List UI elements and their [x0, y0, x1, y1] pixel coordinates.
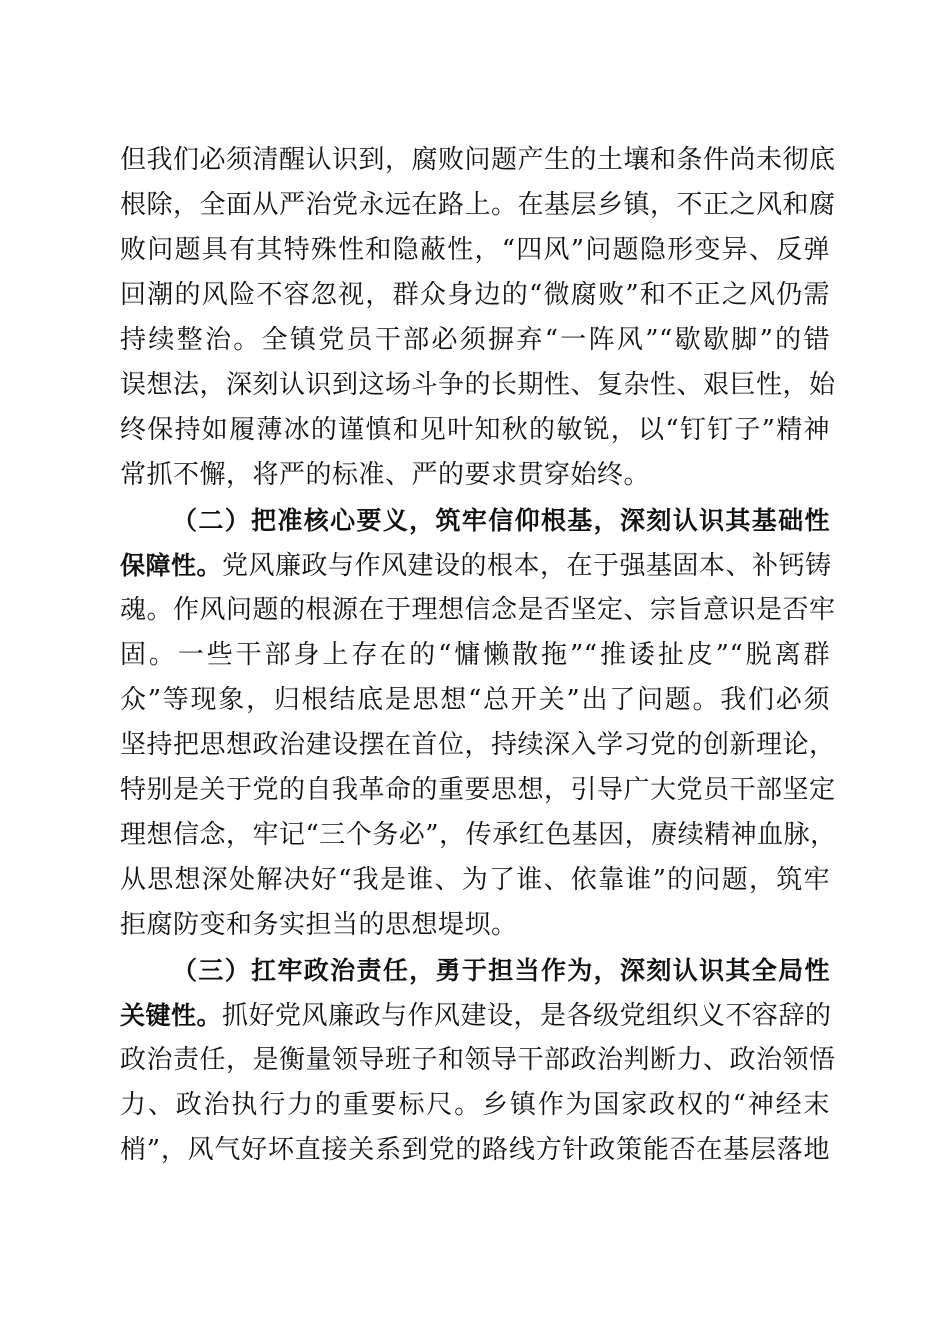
text-line: 力、政治执行力的重要标尺。乡镇作为国家政权的“神经末	[120, 1090, 830, 1120]
section-heading-end: 关键性。	[120, 1001, 223, 1030]
text-line: 但我们必须清醒认识到，腐败问题产生的土壤和条件尚未彻底	[120, 145, 836, 175]
text-line: 魂。作风问题的根源在于理想信念是否坚定、宗旨意识是否牢	[120, 595, 836, 625]
paragraph-1	[120, 138, 836, 498]
text-line	[120, 543, 830, 588]
text-line: 误想法，深刻认识到这场斗争的长期性、复杂性、艰巨性，始	[120, 370, 836, 400]
text-line-rest: 抓好党风廉政与作风建设，是各级党组织义不容辞的	[222, 1001, 832, 1031]
text-line-rest: 党风廉政与作风建设的根本，在于强基固本、补钙铸	[222, 551, 832, 581]
text-line: 回潮的风险不容忽视，群众身边的“微腐败”和不正之风仍需	[120, 280, 830, 310]
text-line: 从思想深处解决好“我是谁、为了谁、依靠谁”的问题，筑牢	[120, 865, 830, 895]
text-line: 终保持如履薄冰的谨慎和见叶知秋的敏锐，以“钉钉子”精神	[120, 415, 830, 445]
text-line: 梢”，风气好坏直接关系到党的路线方针政策能否在基层落地	[120, 1135, 830, 1165]
text-line: 败问题具有其特殊性和隐蔽性，“四风”问题隐形变异、反弹	[120, 235, 830, 265]
text-line: 常抓不懈，将严的标准、严的要求贯穿始终。	[120, 460, 651, 490]
text-line: 拒腐防变和务实担当的思想堤坝。	[120, 910, 518, 940]
section-heading: （二）把准核心要义，筑牢信仰根基，深刻认识其基础性	[172, 506, 830, 535]
text-line	[120, 993, 830, 1038]
text-line: 固。一些干部身上存在的“慵懒散拖”“推诿扯皮”“脱离群	[120, 640, 830, 670]
text-line: 众”等现象，归根结底是思想“总开关”出了问题。我们必须	[120, 685, 830, 715]
paragraph-2	[120, 498, 837, 948]
text-line: 理想信念，牢记“三个务必”，传承红色基因，赓续精神血脉，	[120, 820, 837, 850]
text-line: 特别是关于党的自我革命的重要思想，引导广大党员干部坚定	[120, 775, 836, 805]
paragraph-3	[120, 948, 836, 1173]
document-page	[120, 138, 837, 1173]
section-heading: （三）扛牢政治责任，勇于担当作为，深刻认识其全局性	[172, 956, 830, 985]
text-line: 政治责任，是衡量领导班子和领导干部政治判断力、政治领悟	[120, 1045, 836, 1075]
text-line: 根除，全面从严治党永远在路上。在基层乡镇，不正之风和腐	[120, 190, 836, 220]
text-line: 持续整治。全镇党员干部必须摒弃“一阵风”“歇歇脚”的错	[120, 325, 830, 355]
text-line: 坚持把思想政治建设摆在首位，持续深入学习党的创新理论，	[120, 730, 836, 760]
section-heading-end: 保障性。	[120, 551, 223, 580]
